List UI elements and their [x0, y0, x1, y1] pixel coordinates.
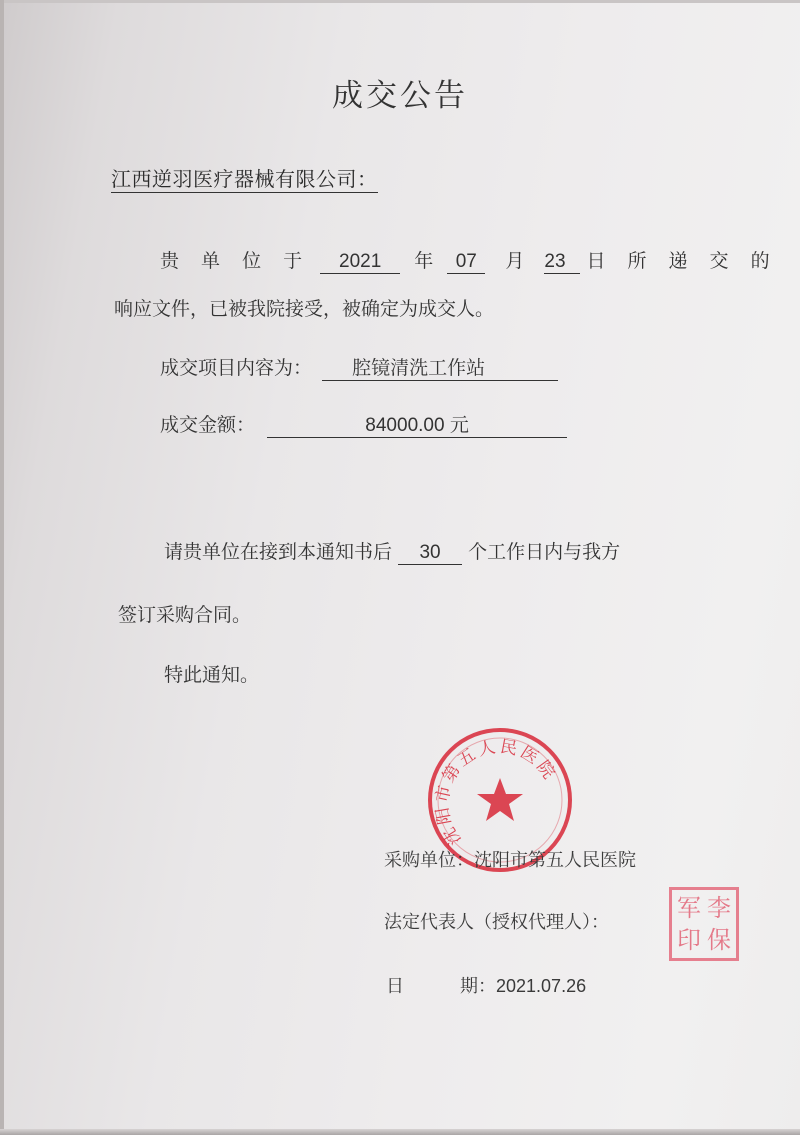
addressee: 江西逆羽医疗器械有限公司：	[111, 163, 378, 193]
days-field: 30	[398, 542, 462, 565]
amount-label: 成交金额：	[160, 414, 256, 436]
round-seal-text: 沈阳市第五人民医院	[432, 736, 561, 849]
paragraph-2-line-2: 签订采购合同。	[118, 604, 252, 626]
project-value: 腔镜清洗工作站	[322, 358, 558, 381]
month-unit: 月	[505, 250, 525, 272]
date-label-1: 日	[386, 976, 404, 997]
year-unit: 年	[414, 250, 434, 272]
purchaser-label: 采购单位：	[384, 850, 474, 871]
purchaser-value: 沈阳市第五人民医院	[474, 850, 636, 871]
date-row	[386, 972, 586, 998]
paragraph-1-line-1	[160, 246, 778, 274]
amount-row	[160, 410, 567, 438]
day-suffix: 日 所 递 交 的	[586, 250, 778, 272]
paragraph-2-line-1	[164, 537, 620, 565]
page-edge-left	[0, 0, 4, 1135]
day-field: 23	[544, 251, 580, 274]
square-seal-char: 军	[677, 894, 701, 922]
project-label: 成交项目内容为：	[160, 357, 313, 379]
date-value: 2021.07.26	[496, 976, 587, 996]
purchaser-row	[384, 846, 636, 872]
project-row	[160, 353, 558, 381]
square-seal-char: 印	[677, 926, 701, 954]
year-field: 2021	[320, 251, 400, 274]
page-edge-bottom	[0, 1129, 800, 1135]
document-title: 成交公告	[332, 78, 468, 114]
paragraph-2-prefix: 请贵单位在接到本通知书后	[164, 541, 393, 563]
personal-square-seal	[669, 887, 739, 961]
square-seal-char: 李	[707, 894, 731, 922]
legal-rep-label: 法定代表人（授权代理人）：	[384, 912, 609, 933]
date-label-2: 期：	[460, 976, 496, 997]
square-seal-char: 保	[707, 926, 731, 954]
paragraph-1-prefix: 贵 单 位 于	[160, 250, 311, 272]
page-edge-top	[0, 0, 800, 3]
closing-text: 特此通知。	[164, 664, 260, 686]
paragraph-2-suffix: 个工作日内与我方	[468, 541, 621, 563]
paragraph-1-line-2: 响应文件，已被我院接受，被确定为成交人。	[114, 298, 495, 320]
month-field: 07	[447, 251, 485, 274]
amount-value: 84000.00 元	[267, 415, 567, 438]
